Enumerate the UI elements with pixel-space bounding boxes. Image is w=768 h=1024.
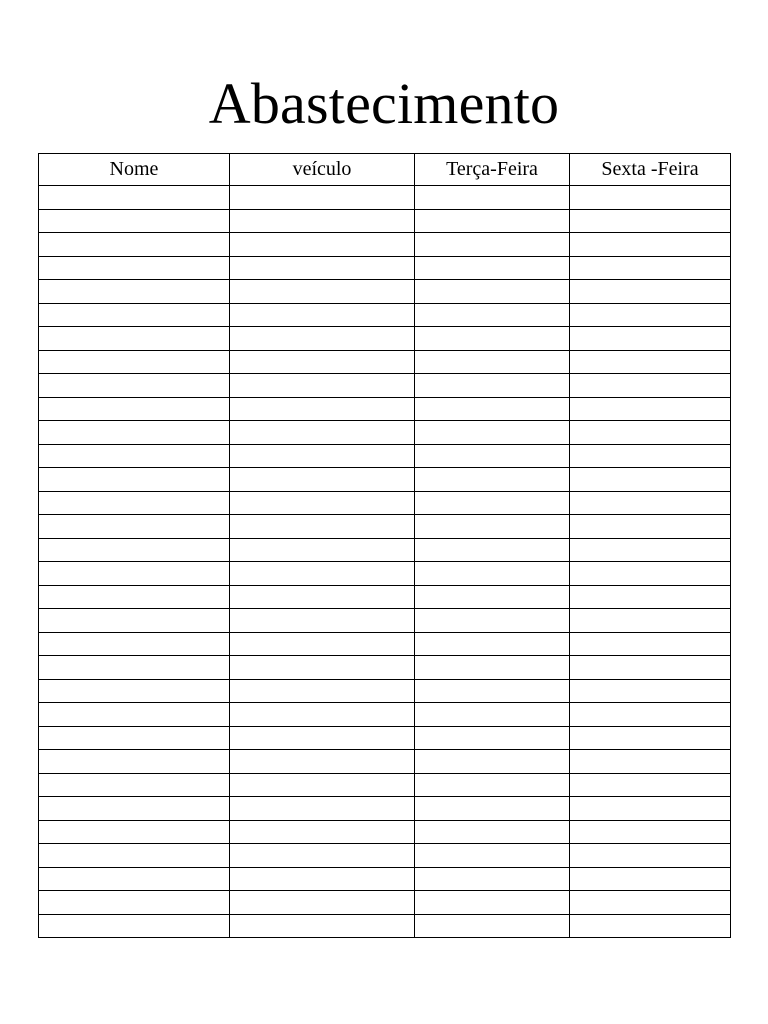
cell-veiculo (230, 585, 415, 609)
cell-nome (39, 679, 230, 703)
cell-nome (39, 374, 230, 398)
table-row (39, 726, 731, 750)
cell-terca-feira (415, 656, 570, 680)
cell-veiculo (230, 327, 415, 351)
cell-terca-feira (415, 726, 570, 750)
cell-nome (39, 233, 230, 257)
table-row (39, 632, 731, 656)
cell-sexta-feira (570, 209, 731, 233)
table-row (39, 656, 731, 680)
cell-terca-feira (415, 491, 570, 515)
cell-terca-feira (415, 468, 570, 492)
cell-sexta-feira (570, 491, 731, 515)
cell-terca-feira (415, 562, 570, 586)
cell-veiculo (230, 280, 415, 304)
cell-nome (39, 773, 230, 797)
table-row (39, 797, 731, 821)
table-body (39, 186, 731, 938)
cell-veiculo (230, 209, 415, 233)
cell-nome (39, 750, 230, 774)
cell-nome (39, 186, 230, 210)
cell-veiculo (230, 773, 415, 797)
table-row (39, 679, 731, 703)
table-row (39, 233, 731, 257)
table-row (39, 844, 731, 868)
table-row (39, 303, 731, 327)
cell-veiculo (230, 374, 415, 398)
cell-veiculo (230, 515, 415, 539)
cell-terca-feira (415, 679, 570, 703)
cell-veiculo (230, 726, 415, 750)
table-row (39, 867, 731, 891)
cell-sexta-feira (570, 280, 731, 304)
cell-veiculo (230, 562, 415, 586)
cell-nome (39, 797, 230, 821)
table-row (39, 750, 731, 774)
table-row (39, 350, 731, 374)
cell-terca-feira (415, 515, 570, 539)
cell-nome (39, 491, 230, 515)
cell-veiculo (230, 609, 415, 633)
cell-sexta-feira (570, 515, 731, 539)
table-row (39, 256, 731, 280)
cell-terca-feira (415, 280, 570, 304)
cell-nome (39, 421, 230, 445)
cell-nome (39, 515, 230, 539)
cell-nome (39, 632, 230, 656)
table-row (39, 327, 731, 351)
cell-nome (39, 280, 230, 304)
cell-veiculo (230, 444, 415, 468)
cell-nome (39, 209, 230, 233)
cell-nome (39, 844, 230, 868)
cell-sexta-feira (570, 632, 731, 656)
table-row (39, 186, 731, 210)
cell-terca-feira (415, 773, 570, 797)
cell-veiculo (230, 750, 415, 774)
cell-terca-feira (415, 609, 570, 633)
cell-sexta-feira (570, 421, 731, 445)
cell-terca-feira (415, 186, 570, 210)
cell-sexta-feira (570, 703, 731, 727)
fuel-log-table (38, 153, 731, 938)
cell-nome (39, 444, 230, 468)
cell-nome (39, 656, 230, 680)
cell-terca-feira (415, 374, 570, 398)
cell-nome (39, 585, 230, 609)
table-row (39, 562, 731, 586)
cell-veiculo (230, 867, 415, 891)
table-row (39, 538, 731, 562)
column-header-veiculo: veículo (230, 154, 415, 186)
cell-veiculo (230, 491, 415, 515)
cell-nome (39, 562, 230, 586)
table-row (39, 374, 731, 398)
cell-sexta-feira (570, 726, 731, 750)
cell-nome (39, 867, 230, 891)
cell-nome (39, 538, 230, 562)
table-row (39, 585, 731, 609)
cell-veiculo (230, 233, 415, 257)
cell-veiculo (230, 820, 415, 844)
column-header-terca-feira: Terça-Feira (415, 154, 570, 186)
cell-nome (39, 726, 230, 750)
cell-sexta-feira (570, 867, 731, 891)
cell-sexta-feira (570, 562, 731, 586)
cell-terca-feira (415, 256, 570, 280)
cell-veiculo (230, 891, 415, 915)
cell-nome (39, 256, 230, 280)
cell-sexta-feira (570, 374, 731, 398)
cell-veiculo (230, 350, 415, 374)
cell-sexta-feira (570, 444, 731, 468)
cell-nome (39, 609, 230, 633)
table-row (39, 209, 731, 233)
cell-sexta-feira (570, 585, 731, 609)
cell-terca-feira (415, 844, 570, 868)
cell-veiculo (230, 797, 415, 821)
cell-nome (39, 468, 230, 492)
cell-veiculo (230, 468, 415, 492)
cell-terca-feira (415, 703, 570, 727)
cell-veiculo (230, 632, 415, 656)
cell-sexta-feira (570, 891, 731, 915)
cell-terca-feira (415, 820, 570, 844)
cell-terca-feira (415, 750, 570, 774)
table-row (39, 515, 731, 539)
table-row (39, 421, 731, 445)
cell-terca-feira (415, 632, 570, 656)
cell-terca-feira (415, 350, 570, 374)
cell-terca-feira (415, 867, 570, 891)
cell-veiculo (230, 844, 415, 868)
cell-sexta-feira (570, 468, 731, 492)
table-row (39, 468, 731, 492)
cell-nome (39, 820, 230, 844)
cell-terca-feira (415, 209, 570, 233)
cell-terca-feira (415, 233, 570, 257)
cell-nome (39, 303, 230, 327)
cell-sexta-feira (570, 327, 731, 351)
cell-veiculo (230, 256, 415, 280)
cell-veiculo (230, 703, 415, 727)
table-row (39, 891, 731, 915)
cell-veiculo (230, 421, 415, 445)
cell-nome (39, 703, 230, 727)
table-row (39, 773, 731, 797)
cell-sexta-feira (570, 844, 731, 868)
cell-terca-feira (415, 891, 570, 915)
column-header-sexta-feira: Sexta -Feira (570, 154, 731, 186)
cell-veiculo (230, 397, 415, 421)
cell-veiculo (230, 656, 415, 680)
table-row (39, 397, 731, 421)
table-row (39, 280, 731, 304)
cell-sexta-feira (570, 773, 731, 797)
table-row (39, 609, 731, 633)
cell-sexta-feira (570, 656, 731, 680)
cell-sexta-feira (570, 538, 731, 562)
cell-veiculo (230, 914, 415, 938)
table-row (39, 914, 731, 938)
cell-veiculo (230, 538, 415, 562)
cell-terca-feira (415, 538, 570, 562)
cell-sexta-feira (570, 750, 731, 774)
cell-terca-feira (415, 914, 570, 938)
cell-terca-feira (415, 327, 570, 351)
cell-sexta-feira (570, 233, 731, 257)
cell-nome (39, 891, 230, 915)
cell-sexta-feira (570, 397, 731, 421)
cell-veiculo (230, 186, 415, 210)
page-title: Abastecimento (208, 71, 560, 136)
cell-sexta-feira (570, 797, 731, 821)
cell-veiculo (230, 303, 415, 327)
cell-terca-feira (415, 797, 570, 821)
cell-sexta-feira (570, 609, 731, 633)
table-row (39, 703, 731, 727)
cell-sexta-feira (570, 820, 731, 844)
cell-nome (39, 327, 230, 351)
cell-nome (39, 350, 230, 374)
cell-terca-feira (415, 397, 570, 421)
table-row (39, 820, 731, 844)
cell-terca-feira (415, 585, 570, 609)
cell-terca-feira (415, 444, 570, 468)
column-header-nome: Nome (39, 154, 230, 186)
cell-sexta-feira (570, 679, 731, 703)
table-header-row (39, 154, 731, 186)
cell-sexta-feira (570, 914, 731, 938)
cell-sexta-feira (570, 303, 731, 327)
table-row (39, 491, 731, 515)
cell-veiculo (230, 679, 415, 703)
table-row (39, 444, 731, 468)
cell-sexta-feira (570, 350, 731, 374)
cell-nome (39, 397, 230, 421)
cell-nome (39, 914, 230, 938)
cell-terca-feira (415, 303, 570, 327)
cell-sexta-feira (570, 256, 731, 280)
cell-terca-feira (415, 421, 570, 445)
cell-sexta-feira (570, 186, 731, 210)
